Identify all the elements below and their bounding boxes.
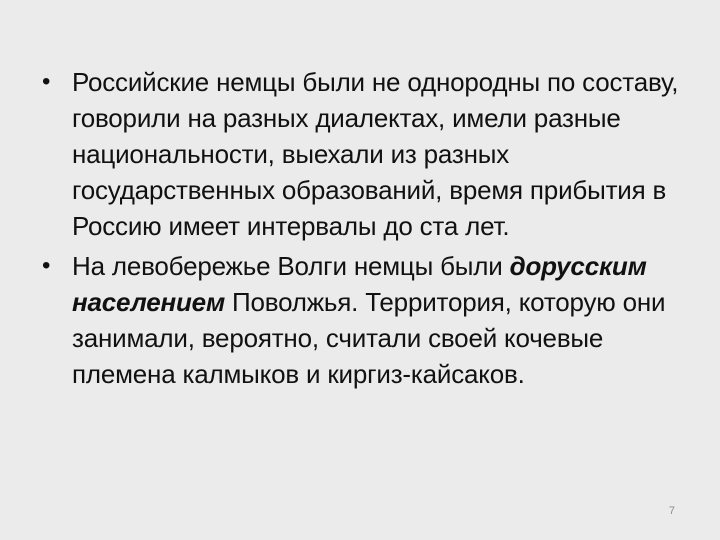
bullet-text-2-start: На левобережье Волги немцы были <box>72 251 510 281</box>
bullet-item-1 <box>40 64 680 244</box>
bullet-marker: • <box>42 68 51 95</box>
bullet-item-2 <box>40 248 680 392</box>
bullet-text-2-emphasis: дорусским населением <box>72 251 647 317</box>
bullet-list <box>40 64 680 396</box>
bullet-text-1: Российские немцы были не однородны по составу, говорили на разных диалектах, имели разные национальности, выехали из разных государственных образований, время прибытия в Россию имеет интервалы до ста лет. <box>72 67 679 241</box>
bullet-marker: • <box>42 252 51 279</box>
bullet-text-2-end: Поволжья. Территория, которую они занимали, вероятно, считали своей кочевые племена калмыков и киргиз-кайсаков. <box>72 287 666 389</box>
page-number: 7 <box>668 505 675 517</box>
